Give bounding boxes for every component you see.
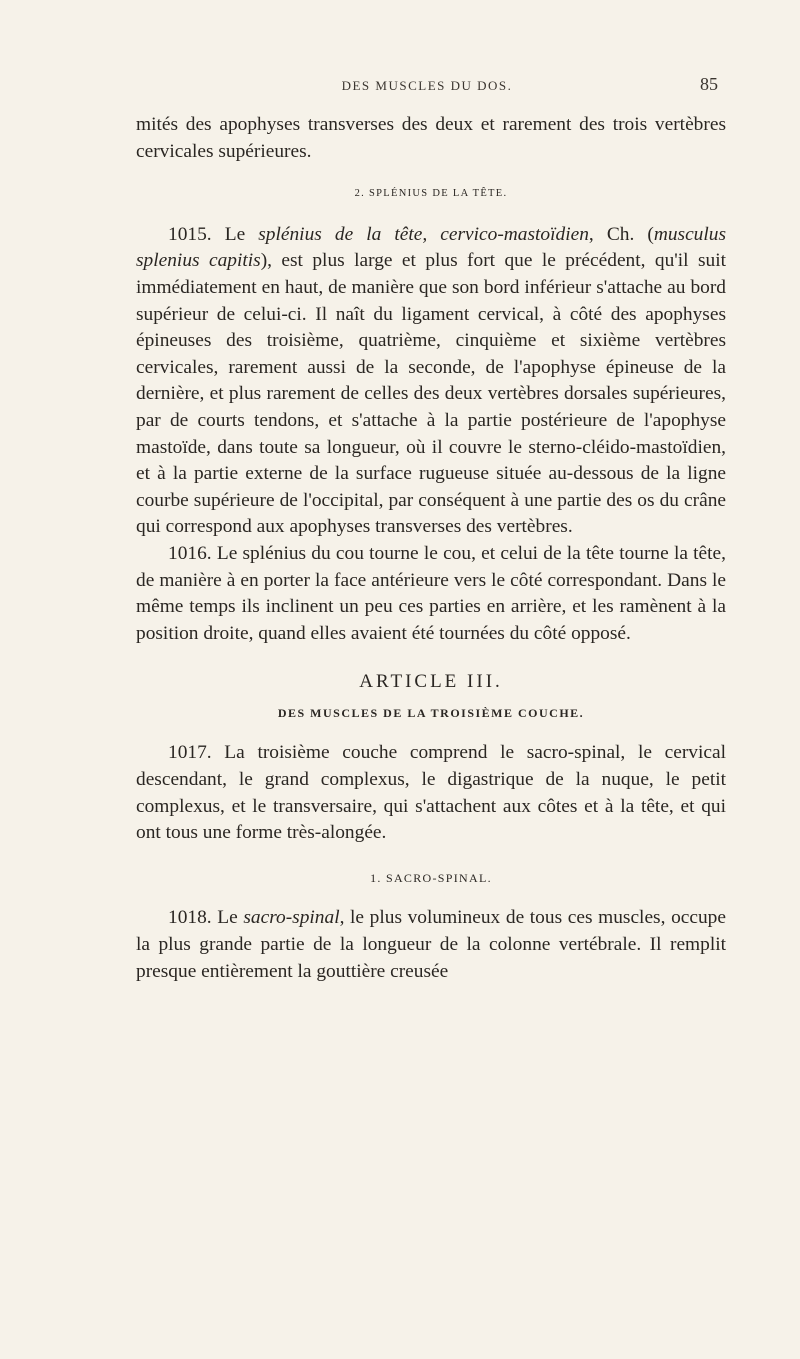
paragraph-article: Le bbox=[217, 907, 238, 929]
page-header bbox=[136, 74, 718, 100]
running-title: DES MUSCLES DU DOS. bbox=[341, 78, 513, 93]
paragraph-1018 bbox=[136, 905, 726, 985]
paragraph-text: , le plus volumineux de tous ces muscles, occupe la plus grande partie de la longueur de la colonne vertébrale. Il remplit presque entièrement la gouttière creusée bbox=[136, 907, 726, 982]
author-ref: , Ch. ( bbox=[588, 223, 654, 245]
paragraph-text: ), est plus large et plus fort que le précédent, qu'il suit immédiatement en haut, de manière que son bord inférieur s'attache au bord supérieur de celui-ci. Il naît du ligament cervical, à côté des apophyses épineuses des troisième, quatrième, cinquième et sixième vertèbres cervicales, rarement aussi de la seconde, de l'apophyse épineuse de la dernière, et plus rarement de celles des deux vertèbres dorsales supérieures, par de courts tendons, et s'attache à la partie postérieure de l'apophyse mastoïde, dans toute sa longueur, où il couvre le sterno-cléido-mastoïdien, et à la partie externe de la surface rugueuse située au-dessous de la ligne courbe supérieure de l'occipital, par conséquent à une partie des os du crâne qui correspond aux apophyses transverses des vertèbres. bbox=[136, 250, 726, 538]
paragraph-1017: 1017. La troisième couche comprend le sacro-spinal, le cervical descendant, le grand complexus, le digastrique de la nuque, le petit complexus, et le transversaire, qui s'attachent aux côtes et à la tête, et qui ont tous une forme très-alongée. bbox=[136, 742, 726, 844]
section-heading-splenius-tete: 2. SPLÉNIUS DE LA TÊTE. bbox=[354, 188, 508, 200]
muscle-name: sacro-spinal bbox=[243, 907, 340, 929]
article-title: ARTICLE III. bbox=[359, 671, 503, 693]
paragraph-number: 1015. bbox=[168, 223, 212, 245]
continuation-paragraph: mités des apophyses transverses des deux et rarement des trois vertèbres cervicales supérieures. bbox=[136, 114, 726, 162]
latin-name: musculus splenius capitis bbox=[136, 223, 727, 272]
page-number: 85 bbox=[700, 74, 718, 94]
paragraph-article: Le bbox=[224, 223, 246, 245]
article-subtitle: DES MUSCLES DE LA TROISIÈME COUCHE. bbox=[277, 705, 585, 720]
paragraph-1016: 1016. Le splénius du cou tourne le cou, et celui de la tête tourne la tête, de manière à en porter la face antérieure vers le côté correspondant. Dans le même temps ils inclinent un peu ces parties en arrière, et les ramènent à la position droite, quand elles avaient été tournées du côté opposé. bbox=[136, 542, 726, 644]
paragraph-1015 bbox=[136, 222, 726, 541]
paragraph-number: 1018. bbox=[168, 907, 212, 929]
body-text bbox=[136, 112, 726, 985]
section-heading-sacro-spinal: 1. SACRO-SPINAL. bbox=[370, 870, 492, 885]
muscle-name: splénius de la tête, cervico-mastoïdien bbox=[258, 223, 589, 245]
